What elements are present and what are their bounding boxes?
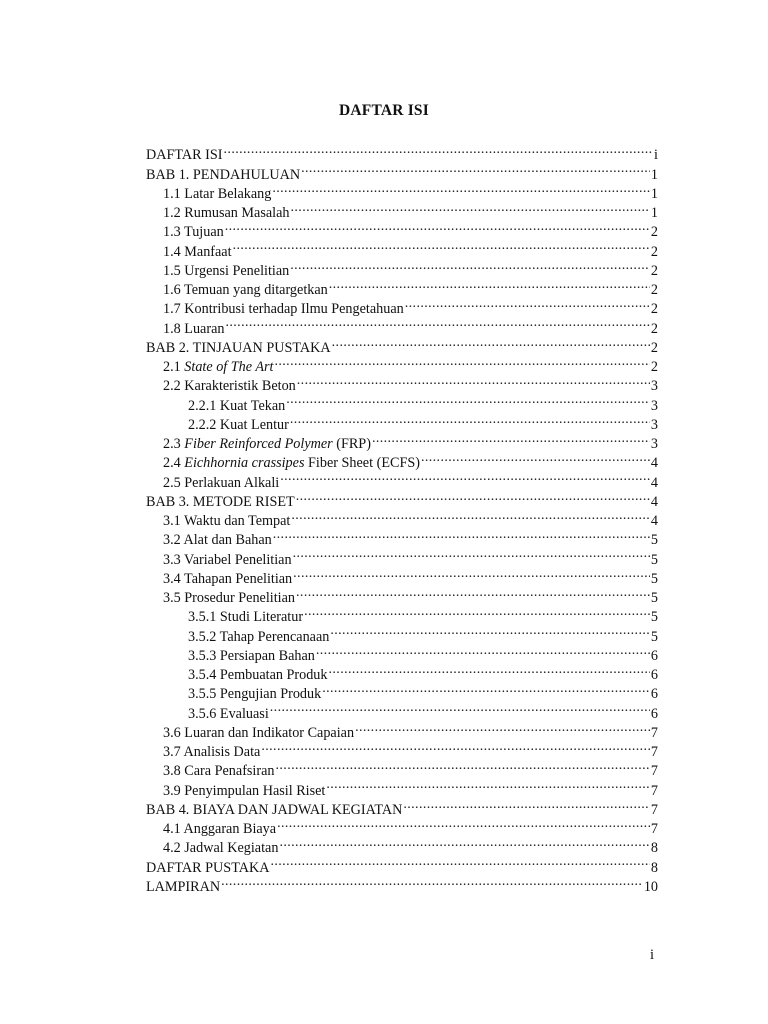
toc-entry-label-italic: Eichhornia crassipes: [184, 455, 305, 472]
toc-entry-label-text: DAFTAR PUSTAKA: [146, 859, 270, 876]
toc-entry-page: i: [654, 147, 658, 164]
toc-entry-label: [188, 705, 269, 724]
toc-entry-label-text: BAB 1. PENDAHULUAN: [146, 166, 301, 183]
toc-entry-label-text: 1.3 Tujuan: [163, 224, 224, 241]
dot-leader: [316, 641, 650, 660]
toc-entry-label-text: 1.4 Manfaat: [163, 243, 232, 260]
toc-entry-label-text: 2.5 Perlakuan Alkali: [163, 474, 280, 491]
toc-entry-page: 5: [650, 609, 658, 626]
toc-entry-label-text: 4.2 Jadwal Kegiatan: [163, 840, 279, 857]
dot-leader: [326, 775, 650, 794]
dot-leader: [224, 140, 654, 159]
toc-entry-page: 2: [650, 320, 658, 337]
toc-entry-page: 5: [650, 570, 658, 587]
toc-entry-label: [146, 146, 223, 165]
toc-entry-label: [188, 397, 285, 416]
toc-entry-page: 2: [650, 243, 658, 260]
dot-leader: [270, 698, 650, 717]
dot-leader: [270, 852, 649, 871]
dot-leader: [279, 833, 649, 852]
toc-entry-label: [188, 628, 329, 647]
toc-entry-label-text: BAB 4. BIAYA DAN JADWAL KEGIATAN: [146, 801, 403, 818]
dot-leader: [290, 256, 650, 275]
toc-entry-label-text: 4.1 Anggaran Biaya: [163, 821, 277, 837]
toc-entry-label: [163, 512, 290, 531]
toc-entry-page: 3: [650, 416, 658, 433]
toc-entry-label-text: BAB 2. TINJAUAN PUSTAKA: [146, 339, 331, 356]
dot-leader: [301, 159, 650, 178]
dot-leader: [296, 583, 650, 602]
dot-leader: [355, 718, 650, 737]
toc-entry-label-italic: Fiber Reinforced Polymer: [184, 436, 333, 452]
toc-entry-label-text: 1.7 Kontribusi terhadap Ilmu Pengetahuan: [163, 301, 404, 318]
table-of-contents: [146, 140, 658, 895]
toc-entry-label: [163, 474, 279, 493]
dot-leader: [277, 814, 650, 833]
toc-entry-page: 7: [650, 782, 658, 799]
toc-entry-label: [188, 416, 289, 435]
toc-entry-page: 3: [650, 397, 658, 414]
dot-leader: [329, 660, 650, 679]
toc-entry-page: 6: [650, 647, 658, 664]
dot-leader: [332, 333, 650, 352]
toc-entry-label: [163, 839, 278, 858]
toc-entry-page: 4: [650, 474, 658, 491]
toc-entry-label: [163, 243, 232, 262]
toc-entry-page: 7: [650, 821, 658, 837]
toc-entry-label: [163, 551, 292, 570]
toc-entry-label: [188, 647, 315, 666]
toc-entry-label: [163, 262, 289, 281]
toc-entry-label: [163, 743, 260, 762]
toc-entry-label-text: 3.5.2 Tahap Perencanaan: [188, 628, 330, 645]
toc-entry-page: 4: [650, 513, 658, 529]
toc-entry: [146, 140, 658, 164]
toc-entry-label-text: 2.3: [163, 436, 185, 452]
dot-leader: [273, 525, 650, 544]
toc-entry-label-text: DAFTAR ISI: [146, 147, 223, 164]
toc-entry-label-text: 3.4 Tahapan Penelitian: [163, 570, 293, 587]
toc-entry-label: [188, 666, 328, 685]
dot-leader: [421, 448, 650, 467]
toc-entry-label-italic: State of The Art: [184, 359, 274, 375]
toc-entry-page: 5: [650, 551, 658, 568]
toc-entry-page: 1: [650, 185, 658, 202]
toc-entry-label: [163, 782, 325, 801]
toc-entry-label: [163, 435, 371, 454]
toc-entry-page: 1: [650, 166, 658, 183]
toc-entry-page: 2: [650, 301, 658, 318]
dot-leader: [403, 795, 650, 814]
toc-entry: [146, 872, 658, 895]
toc-entry-page: 4: [650, 455, 658, 472]
toc-entry-label-text: 2.4: [163, 455, 185, 472]
dot-leader: [405, 294, 650, 313]
dot-leader: [291, 198, 650, 217]
toc-entry-label: [163, 185, 271, 204]
toc-entry-label-suffix: (FRP): [332, 436, 371, 452]
toc-entry-page: 6: [650, 667, 658, 683]
dot-leader: [286, 390, 650, 409]
toc-entry-label-text: BAB 3. METODE RISET: [146, 493, 295, 510]
toc-entry-label-text: 3.7 Analisis Data: [163, 744, 261, 760]
toc-entry-label-text: 3.8 Cara Penafsiran: [163, 763, 275, 780]
page-title: DAFTAR ISI: [339, 102, 429, 119]
toc-entry-label: [163, 358, 273, 377]
toc-entry-label-text: 3.3 Variabel Penelitian: [163, 551, 292, 568]
toc-entry-label: [146, 493, 295, 512]
toc-entry-label: [163, 589, 295, 608]
toc-entry-page: 8: [650, 840, 658, 857]
toc-entry-page: 3: [650, 378, 658, 395]
toc-entry-label-text: 3.5.1 Studi Literatur: [188, 609, 304, 626]
toc-entry-label: [163, 820, 276, 839]
toc-entry-label-text: 3.1 Waktu dan Tempat: [163, 513, 291, 529]
toc-entry-label-text: 2.2.2 Kuat Lentur: [188, 416, 289, 433]
toc-entry-page: 7: [650, 744, 658, 760]
toc-entry-label: [163, 762, 275, 781]
toc-entry-label-text: LAMPIRAN: [146, 878, 221, 895]
toc-entry-label-text: 2.2 Karakteristik Beton: [163, 378, 296, 395]
dot-leader: [225, 217, 650, 236]
toc-entry-label-text: 1.8 Luaran: [163, 320, 225, 337]
toc-entry-page: 7: [650, 724, 658, 741]
toc-entry-label-text: 3.5.5 Pengujian Produk: [188, 686, 322, 703]
toc-entry-label-text: 1.6 Temuan yang ditargetkan: [163, 282, 328, 298]
toc-entry-page: 7: [650, 801, 658, 818]
toc-entry-label: [146, 878, 220, 897]
dot-leader: [293, 544, 650, 563]
dot-leader: [221, 872, 643, 891]
toc-entry-label-suffix: Fiber Sheet (ECFS): [304, 455, 420, 472]
toc-entry-label-text: 3.6 Luaran dan Indikator Capaian: [163, 724, 355, 741]
toc-entry-page: 2: [650, 359, 658, 375]
toc-entry-page: 2: [650, 282, 658, 298]
toc-entry-label: [163, 570, 292, 589]
toc-entry-page: 3: [650, 436, 658, 452]
dot-leader: [293, 564, 650, 583]
dot-leader: [272, 179, 650, 198]
toc-entry-label: [163, 223, 224, 242]
toc-entry-label-text: 3.5.4 Pembuatan Produk: [188, 667, 328, 683]
toc-entry-page: 2: [650, 262, 658, 279]
toc-entry-page: 4: [650, 493, 658, 510]
toc-entry-page: 5: [650, 628, 658, 645]
toc-entry-label-text: 3.9 Penyimpulan Hasil Riset: [163, 782, 326, 799]
toc-entry-page: 7: [650, 763, 658, 780]
dot-leader: [291, 506, 650, 525]
dot-leader: [372, 429, 650, 448]
toc-entry-label: [163, 281, 328, 300]
page-number: i: [650, 947, 655, 963]
toc-entry-label-text: 2.1: [163, 359, 185, 375]
toc-entry-page: 2: [650, 224, 658, 241]
toc-entry-page: 2: [650, 339, 658, 356]
dot-leader: [329, 275, 650, 294]
toc-entry-label-text: 3.5.3 Persiapan Bahan: [188, 647, 315, 664]
dot-leader: [280, 467, 650, 486]
toc-entry-label-text: 1.5 Urgensi Penelitian: [163, 262, 290, 279]
toc-entry-label-text: 1.1 Latar Belakang: [163, 185, 272, 202]
toc-entry-page: 1: [650, 205, 658, 221]
dot-leader: [274, 352, 649, 371]
dot-leader: [304, 602, 650, 621]
toc-entry-label: [163, 377, 296, 396]
toc-entry-page: 5: [650, 532, 658, 549]
toc-entry-label-text: 1.2 Rumusan Masalah: [163, 205, 290, 221]
toc-entry-label: [163, 531, 272, 550]
toc-entry-page: 6: [650, 705, 658, 722]
toc-entry-label-text: 3.2 Alat dan Bahan: [163, 532, 272, 549]
dot-leader: [322, 679, 650, 698]
dot-leader: [330, 621, 650, 640]
toc-entry-label-text: 3.5.6 Evaluasi: [188, 705, 269, 722]
dot-leader: [290, 410, 650, 429]
toc-entry-page: 6: [650, 686, 658, 703]
toc-entry-label-text: 3.5 Prosedur Penelitian: [163, 590, 296, 606]
toc-entry-label: [163, 320, 224, 339]
dot-leader: [276, 756, 650, 775]
dot-leader: [297, 371, 650, 390]
dot-leader: [261, 737, 650, 756]
toc-entry-label: [188, 608, 303, 627]
dot-leader: [225, 313, 649, 332]
toc-entry-label-text: 2.2.1 Kuat Tekan: [188, 397, 286, 414]
dot-leader: [233, 236, 650, 255]
toc-entry-page: 5: [650, 590, 658, 606]
toc-entry-page: 10: [643, 878, 658, 895]
toc-entry-page: 8: [650, 859, 658, 876]
dot-leader: [296, 487, 650, 506]
